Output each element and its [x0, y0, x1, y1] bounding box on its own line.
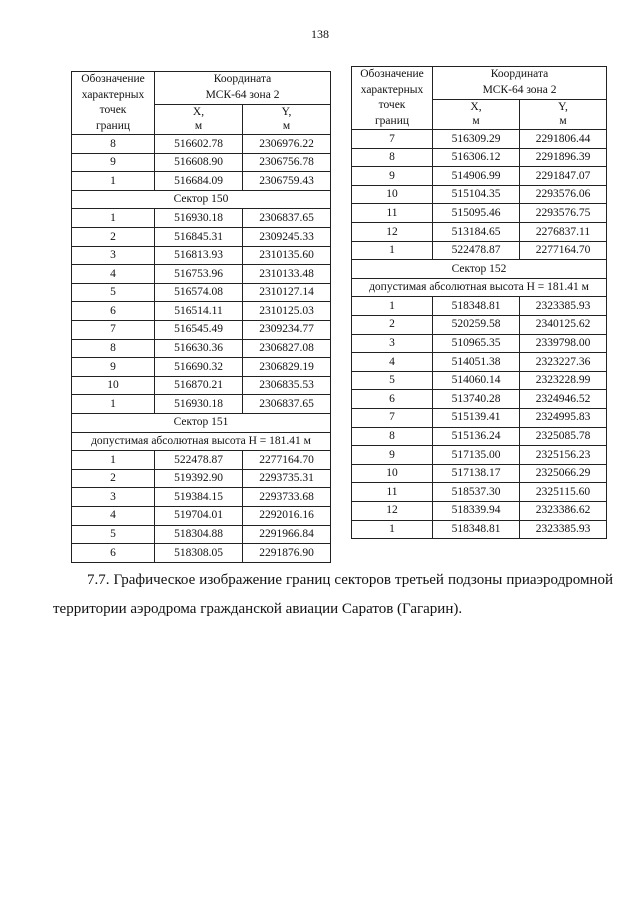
- point-cell: 9: [352, 167, 433, 186]
- table-row: [72, 525, 331, 544]
- x-cell: 516545.49: [155, 321, 243, 340]
- y-unit: м: [559, 115, 567, 128]
- table-row: [352, 185, 607, 204]
- y-cell: 2306837.65: [243, 209, 331, 228]
- x-cell: 516514.11: [155, 302, 243, 321]
- y-cell: 2276837.11: [520, 223, 607, 242]
- point-cell: 5: [352, 371, 433, 390]
- table-row: [72, 321, 331, 340]
- table-row: [352, 130, 607, 149]
- point-cell: 10: [352, 464, 433, 483]
- point-cell: 8: [72, 339, 155, 358]
- x-cell: 518304.88: [155, 525, 243, 544]
- coordinate-system: МСК-64 зона 2: [482, 83, 557, 96]
- y-cell: 2291847.07: [520, 167, 607, 186]
- point-cell: 3: [72, 246, 155, 265]
- point-cell: 8: [72, 135, 155, 154]
- table-row: [72, 153, 331, 172]
- point-cell: 1: [72, 451, 155, 470]
- table-row: [352, 167, 607, 186]
- designation-line: характерных: [360, 83, 424, 96]
- y-label: Y,: [281, 106, 292, 118]
- y-label: Y,: [558, 101, 568, 113]
- designation-line: границ: [95, 119, 131, 132]
- x-cell: 515136.24: [433, 427, 520, 446]
- point-cell: 7: [352, 130, 433, 149]
- point-cell: 3: [352, 334, 433, 353]
- table-row: [72, 358, 331, 377]
- y-unit: м: [282, 120, 291, 133]
- y-cell: 2277164.70: [243, 451, 331, 470]
- x-header: [433, 99, 520, 129]
- x-unit: м: [472, 115, 480, 128]
- point-cell: 2: [72, 228, 155, 247]
- x-label: X,: [470, 101, 482, 113]
- y-cell: 2306827.08: [243, 339, 331, 358]
- caption-text: 7.7. Графическое изображение границ секторов третьей подзоны приаэродромной территории аэродрома гражданской авиации Саратов (Гагарин).: [53, 572, 613, 617]
- y-cell: 2310127.14: [243, 283, 331, 302]
- x-cell: 517135.00: [433, 446, 520, 465]
- point-cell: 1: [72, 395, 155, 414]
- designation-line: границ: [374, 114, 410, 127]
- sector-title-row: [72, 413, 331, 432]
- table-row: [352, 408, 607, 427]
- table-row: [72, 283, 331, 302]
- x-cell: 514051.38: [433, 353, 520, 372]
- table-row: [72, 395, 331, 414]
- x-cell: 514060.14: [433, 371, 520, 390]
- x-cell: 516630.36: [155, 339, 243, 358]
- y-cell: 2323386.62: [520, 501, 607, 520]
- point-cell: 12: [352, 501, 433, 520]
- point-cell: 6: [72, 302, 155, 321]
- table-row: [72, 469, 331, 488]
- table-row: [352, 371, 607, 390]
- table-row: [72, 228, 331, 247]
- point-cell: 7: [72, 321, 155, 340]
- coordinate-system: МСК-64 зона 2: [205, 88, 280, 101]
- x-cell: 516870.21: [155, 376, 243, 395]
- table-row: [72, 451, 331, 470]
- y-cell: 2310135.60: [243, 246, 331, 265]
- y-cell: 2306835.53: [243, 376, 331, 395]
- y-cell: 2306837.65: [243, 395, 331, 414]
- x-cell: 513740.28: [433, 390, 520, 409]
- y-cell: 2325156.23: [520, 446, 607, 465]
- y-cell: 2292016.16: [243, 506, 331, 525]
- sector-title-row: [72, 190, 331, 209]
- table-row: [352, 204, 607, 223]
- designation-line: точек: [378, 99, 406, 112]
- designation-header: [72, 72, 155, 135]
- table-row: [72, 172, 331, 191]
- coordinates-table-left: [71, 71, 331, 563]
- table-row: [352, 353, 607, 372]
- y-cell: 2291806.44: [520, 130, 607, 149]
- y-cell: 2325066.29: [520, 464, 607, 483]
- y-cell: 2325085.78: [520, 427, 607, 446]
- y-cell: 2324995.83: [520, 408, 607, 427]
- point-cell: 2: [352, 316, 433, 335]
- y-cell: 2306829.19: [243, 358, 331, 377]
- x-cell: 519392.90: [155, 469, 243, 488]
- table-row: [72, 265, 331, 284]
- y-cell: 2277164.70: [520, 241, 607, 260]
- point-cell: 11: [352, 483, 433, 502]
- point-cell: 7: [352, 408, 433, 427]
- sector-title: Сектор 151: [72, 413, 331, 432]
- x-cell: 516930.18: [155, 395, 243, 414]
- y-cell: 2291896.39: [520, 148, 607, 167]
- y-cell: 2306759.43: [243, 172, 331, 191]
- x-cell: 516930.18: [155, 209, 243, 228]
- x-cell: 514906.99: [433, 167, 520, 186]
- table-row: [352, 427, 607, 446]
- x-cell: 516813.93: [155, 246, 243, 265]
- x-cell: 516684.09: [155, 172, 243, 191]
- point-cell: 4: [72, 506, 155, 525]
- table-row: [72, 302, 331, 321]
- point-cell: 8: [352, 427, 433, 446]
- y-cell: 2309234.77: [243, 321, 331, 340]
- table-row: [352, 483, 607, 502]
- table-body-right: [352, 130, 607, 539]
- point-cell: 5: [72, 283, 155, 302]
- x-cell: 510965.35: [433, 334, 520, 353]
- point-cell: 1: [352, 520, 433, 539]
- point-cell: 1: [72, 172, 155, 191]
- x-cell: 522478.87: [433, 241, 520, 260]
- table-row: [352, 334, 607, 353]
- x-cell: 516845.31: [155, 228, 243, 247]
- y-cell: 2324946.52: [520, 390, 607, 409]
- table-row: [72, 488, 331, 507]
- x-cell: 515095.46: [433, 204, 520, 223]
- table-body-left: [72, 135, 331, 563]
- coordinates-table-right: [351, 66, 607, 539]
- x-cell: 518339.94: [433, 501, 520, 520]
- point-cell: 10: [352, 185, 433, 204]
- point-cell: 5: [72, 525, 155, 544]
- x-cell: 516309.29: [433, 130, 520, 149]
- point-cell: 1: [72, 209, 155, 228]
- table-row: [352, 520, 607, 539]
- x-cell: 516753.96: [155, 265, 243, 284]
- x-cell: 522478.87: [155, 451, 243, 470]
- table-row: [352, 241, 607, 260]
- designation-line: Обозначение: [360, 68, 424, 80]
- table-row: [72, 376, 331, 395]
- table-row: [352, 390, 607, 409]
- point-cell: 6: [352, 390, 433, 409]
- y-header: [243, 104, 331, 134]
- y-cell: 2325115.60: [520, 483, 607, 502]
- x-cell: 518348.81: [433, 520, 520, 539]
- point-cell: 4: [352, 353, 433, 372]
- table-row: [352, 297, 607, 316]
- x-cell: 519384.15: [155, 488, 243, 507]
- x-cell: 518308.05: [155, 544, 243, 563]
- y-cell: 2291966.84: [243, 525, 331, 544]
- x-cell: 519704.01: [155, 506, 243, 525]
- height-note: допустимая абсолютная высота H = 181.41 м: [352, 278, 607, 297]
- table-row: [352, 316, 607, 335]
- y-cell: 2291876.90: [243, 544, 331, 563]
- x-cell: 515104.35: [433, 185, 520, 204]
- y-cell: 2340125.62: [520, 316, 607, 335]
- x-header: [155, 104, 243, 134]
- designation-line: характерных: [81, 88, 145, 101]
- coordinate-header: [155, 72, 331, 105]
- table-row: [72, 135, 331, 154]
- point-cell: 2: [72, 469, 155, 488]
- designation-line: точек: [99, 104, 127, 117]
- coordinate-title: Координата: [490, 68, 549, 81]
- y-cell: 2293735.31: [243, 469, 331, 488]
- x-label: X,: [192, 106, 205, 118]
- point-cell: 12: [352, 223, 433, 242]
- table-row: [72, 544, 331, 563]
- table-row: [352, 464, 607, 483]
- point-cell: 9: [72, 153, 155, 172]
- point-cell: 11: [352, 204, 433, 223]
- sector-title: Сектор 150: [72, 190, 331, 209]
- table-row: [72, 246, 331, 265]
- x-cell: 520259.58: [433, 316, 520, 335]
- table-row: [352, 501, 607, 520]
- designation-header: [352, 67, 433, 130]
- x-cell: 516608.90: [155, 153, 243, 172]
- point-cell: 10: [72, 376, 155, 395]
- point-cell: 1: [352, 297, 433, 316]
- height-note: допустимая абсолютная высота H = 181.41 м: [72, 432, 331, 451]
- sector-title: Сектор 152: [352, 260, 607, 279]
- coordinate-title: Координата: [213, 73, 272, 86]
- y-cell: 2323385.93: [520, 520, 607, 539]
- point-cell: 6: [72, 544, 155, 563]
- sector-title-row: [352, 260, 607, 279]
- x-cell: 517138.17: [433, 464, 520, 483]
- table-row: [72, 506, 331, 525]
- table-row: [352, 223, 607, 242]
- y-cell: 2323385.93: [520, 297, 607, 316]
- y-cell: 2306976.22: [243, 135, 331, 154]
- point-cell: 8: [352, 148, 433, 167]
- point-cell: 9: [72, 358, 155, 377]
- section-caption: [53, 566, 613, 624]
- table-row: [72, 339, 331, 358]
- y-cell: 2293576.06: [520, 185, 607, 204]
- y-cell: 2293733.68: [243, 488, 331, 507]
- y-cell: 2323228.99: [520, 371, 607, 390]
- page-number: 138: [311, 27, 329, 41]
- x-cell: 518348.81: [433, 297, 520, 316]
- table-row: [72, 209, 331, 228]
- y-cell: 2306756.78: [243, 153, 331, 172]
- table-row: [352, 446, 607, 465]
- x-unit: м: [194, 120, 203, 133]
- point-cell: 4: [72, 265, 155, 284]
- designation-line: Обозначение: [81, 73, 145, 85]
- point-cell: 3: [72, 488, 155, 507]
- height-note-row: [352, 278, 607, 297]
- table-row: [352, 148, 607, 167]
- y-cell: 2309245.33: [243, 228, 331, 247]
- x-cell: 516306.12: [433, 148, 520, 167]
- y-cell: 2310125.03: [243, 302, 331, 321]
- x-cell: 518537.30: [433, 483, 520, 502]
- x-cell: 516602.78: [155, 135, 243, 154]
- x-cell: 516574.08: [155, 283, 243, 302]
- y-cell: 2323227.36: [520, 353, 607, 372]
- y-cell: 2293576.75: [520, 204, 607, 223]
- point-cell: 9: [352, 446, 433, 465]
- height-note-row: [72, 432, 331, 451]
- y-header: [520, 99, 607, 129]
- x-cell: 516690.32: [155, 358, 243, 377]
- y-cell: 2310133.48: [243, 265, 331, 284]
- x-cell: 515139.41: [433, 408, 520, 427]
- coordinate-header: [433, 67, 607, 100]
- point-cell: 1: [352, 241, 433, 260]
- x-cell: 513184.65: [433, 223, 520, 242]
- y-cell: 2339798.00: [520, 334, 607, 353]
